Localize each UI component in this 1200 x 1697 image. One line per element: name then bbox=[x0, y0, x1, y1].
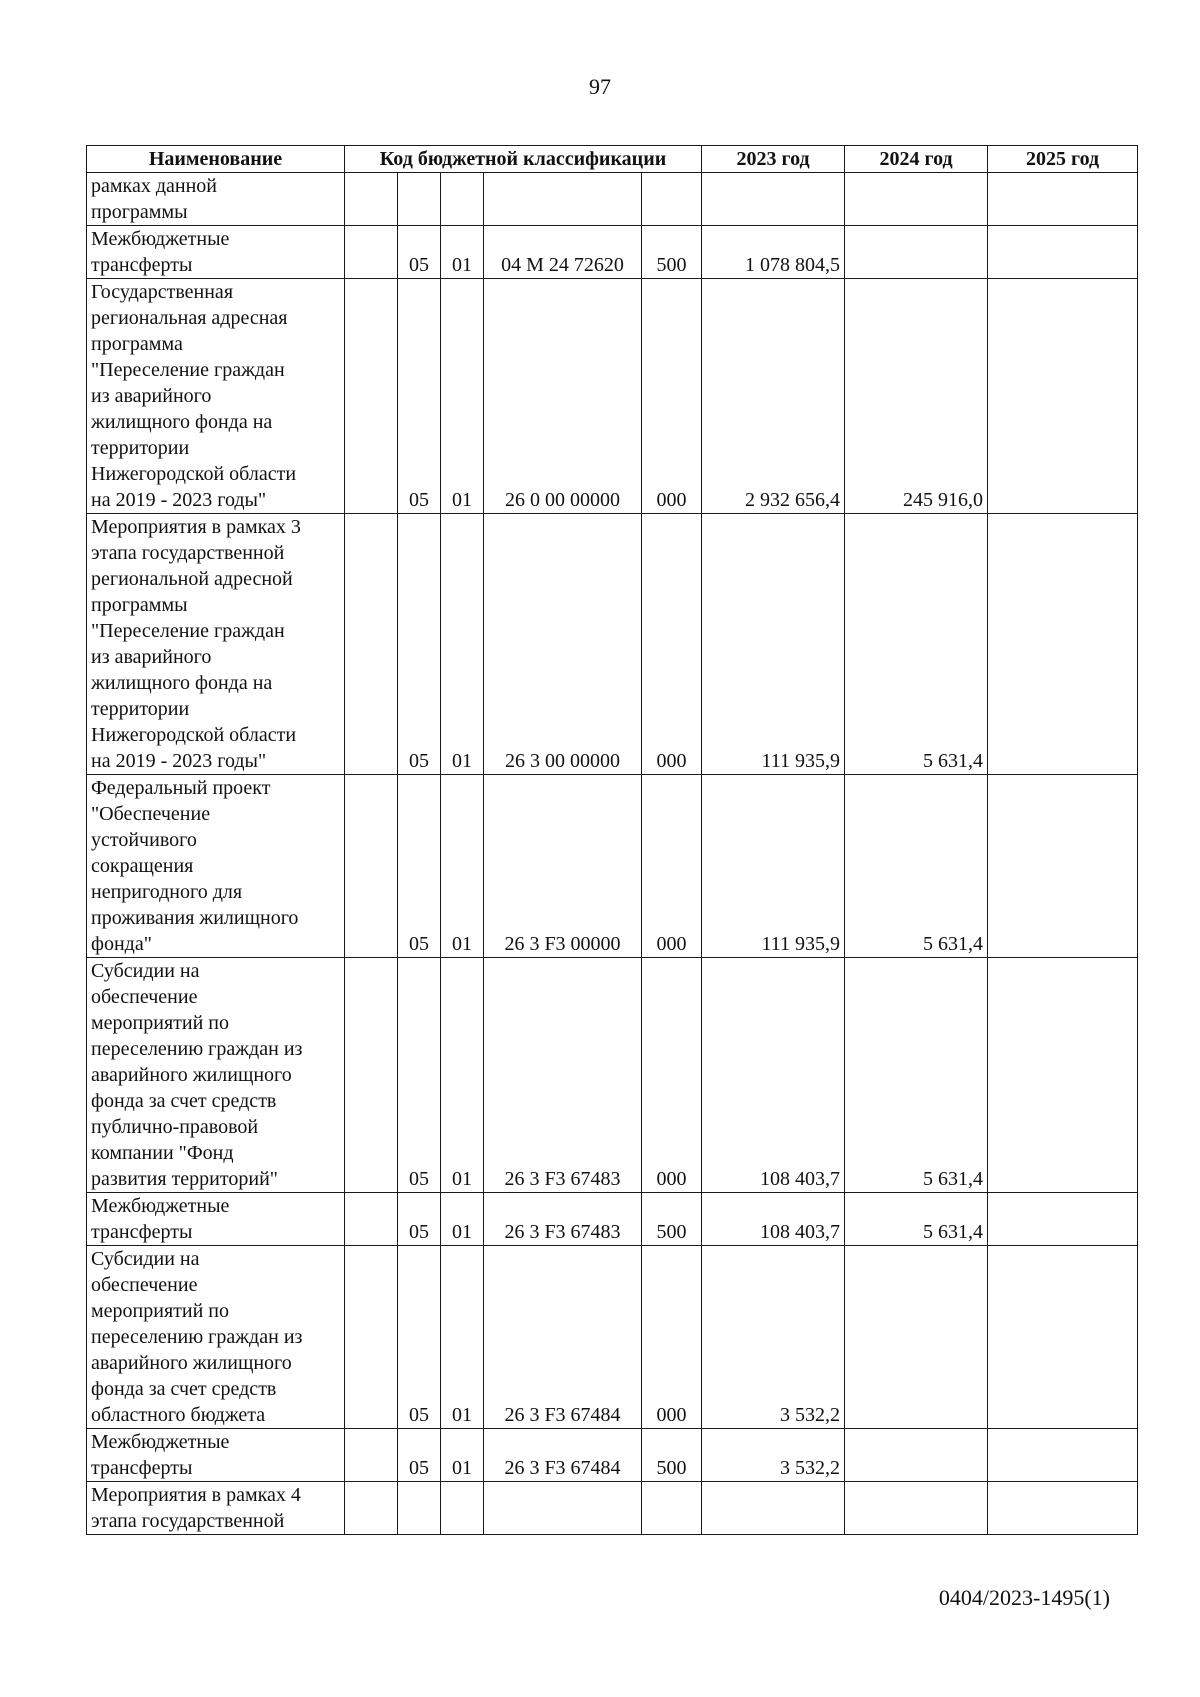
table-row bbox=[87, 775, 1138, 958]
table-row bbox=[87, 1193, 1138, 1246]
row-name: Государственная региональная адресная программа "Переселение граждан из аварийного жилищного фонда на территории Нижегородской области на 2019 - 2023 годы" bbox=[87, 279, 345, 514]
amount-2025 bbox=[988, 958, 1138, 1193]
code-expense-type bbox=[642, 1482, 702, 1535]
amount-2024 bbox=[845, 1246, 988, 1429]
amount-2024: 5 631,4 bbox=[845, 958, 988, 1193]
code-subsection bbox=[441, 1482, 484, 1535]
table-row bbox=[87, 958, 1138, 1193]
amount-2023: 108 403,7 bbox=[702, 1193, 845, 1246]
row-name: Межбюджетные трансферты bbox=[87, 226, 345, 279]
code-target-article: 26 3 F3 67483 bbox=[484, 1193, 642, 1246]
code-part-0 bbox=[345, 1429, 398, 1482]
document-code: 0404/2023-1495(1) bbox=[938, 1585, 1110, 1610]
code-target-article: 26 0 00 00000 bbox=[484, 279, 642, 514]
code-subsection: 01 bbox=[441, 226, 484, 279]
code-part-0 bbox=[345, 775, 398, 958]
header-year-2025: 2025 год bbox=[988, 146, 1138, 173]
code-target-article bbox=[484, 1482, 642, 1535]
amount-2025 bbox=[988, 775, 1138, 958]
code-subsection: 01 bbox=[441, 514, 484, 775]
code-target-article: 26 3 F3 00000 bbox=[484, 775, 642, 958]
table-row bbox=[87, 173, 1138, 226]
code-subsection bbox=[441, 173, 484, 226]
code-part-0 bbox=[345, 1193, 398, 1246]
amount-2025 bbox=[988, 514, 1138, 775]
amount-2024 bbox=[845, 173, 988, 226]
amount-2024: 5 631,4 bbox=[845, 775, 988, 958]
table-row bbox=[87, 514, 1138, 775]
row-name: Субсидии на обеспечение мероприятий по переселению граждан из аварийного жилищного фонда за счет средств публично-правовой компании "Фонд развития территорий" bbox=[87, 958, 345, 1193]
code-target-article: 26 3 F3 67484 bbox=[484, 1429, 642, 1482]
code-subsection: 01 bbox=[441, 279, 484, 514]
amount-2024 bbox=[845, 1482, 988, 1535]
amount-2024: 245 916,0 bbox=[845, 279, 988, 514]
code-target-article: 04 М 24 72620 bbox=[484, 226, 642, 279]
table-header-row bbox=[87, 146, 1138, 173]
code-expense-type: 000 bbox=[642, 514, 702, 775]
code-subsection: 01 bbox=[441, 958, 484, 1193]
code-target-article: 26 3 F3 67484 bbox=[484, 1246, 642, 1429]
code-subsection: 01 bbox=[441, 1429, 484, 1482]
code-section bbox=[398, 1482, 441, 1535]
row-name: Мероприятия в рамках 4 этапа государственной bbox=[87, 1482, 345, 1535]
row-name: Мероприятия в рамках 3 этапа государственной региональной адресной программы "Переселение граждан из аварийного жилищного фонда на территории Нижегородской области на 2019 - 2023 годы" bbox=[87, 514, 345, 775]
table-row bbox=[87, 226, 1138, 279]
header-year-2023: 2023 год bbox=[702, 146, 845, 173]
amount-2023: 3 532,2 bbox=[702, 1429, 845, 1482]
header-budget-code: Код бюджетной классификации bbox=[345, 146, 702, 173]
code-target-article: 26 3 00 00000 bbox=[484, 514, 642, 775]
row-name: Федеральный проект "Обеспечение устойчивого сокращения непригодного для проживания жилищного фонда" bbox=[87, 775, 345, 958]
amount-2023: 1 078 804,5 bbox=[702, 226, 845, 279]
row-name: Межбюджетные трансферты bbox=[87, 1193, 345, 1246]
amount-2025 bbox=[988, 1429, 1138, 1482]
amount-2025 bbox=[988, 226, 1138, 279]
code-part-0 bbox=[345, 958, 398, 1193]
code-expense-type: 500 bbox=[642, 226, 702, 279]
code-expense-type: 000 bbox=[642, 1246, 702, 1429]
code-section: 05 bbox=[398, 1193, 441, 1246]
table-body bbox=[87, 173, 1138, 1535]
row-name: Субсидии на обеспечение мероприятий по переселению граждан из аварийного жилищного фонда за счет средств областного бюджета bbox=[87, 1246, 345, 1429]
code-expense-type: 500 bbox=[642, 1429, 702, 1482]
budget-table bbox=[86, 145, 1138, 1535]
row-name: рамках данной программы bbox=[87, 173, 345, 226]
code-section: 05 bbox=[398, 958, 441, 1193]
amount-2025 bbox=[988, 1246, 1138, 1429]
code-target-article: 26 3 F3 67483 bbox=[484, 958, 642, 1193]
table-row bbox=[87, 1429, 1138, 1482]
amount-2025 bbox=[988, 1482, 1138, 1535]
code-part-0 bbox=[345, 1246, 398, 1429]
page-number: 97 bbox=[589, 74, 611, 99]
code-subsection: 01 bbox=[441, 1246, 484, 1429]
code-subsection: 01 bbox=[441, 775, 484, 958]
amount-2023: 111 935,9 bbox=[702, 775, 845, 958]
amount-2024 bbox=[845, 226, 988, 279]
amount-2025 bbox=[988, 173, 1138, 226]
amount-2023: 2 932 656,4 bbox=[702, 279, 845, 514]
code-section: 05 bbox=[398, 279, 441, 514]
amount-2025 bbox=[988, 1193, 1138, 1246]
code-part-0 bbox=[345, 173, 398, 226]
code-part-0 bbox=[345, 1482, 398, 1535]
code-subsection: 01 bbox=[441, 1193, 484, 1246]
code-section: 05 bbox=[398, 226, 441, 279]
amount-2024 bbox=[845, 1429, 988, 1482]
code-part-0 bbox=[345, 279, 398, 514]
amount-2024: 5 631,4 bbox=[845, 514, 988, 775]
row-name: Межбюджетные трансферты bbox=[87, 1429, 345, 1482]
amount-2023: 108 403,7 bbox=[702, 958, 845, 1193]
code-expense-type: 000 bbox=[642, 279, 702, 514]
table-row bbox=[87, 1482, 1138, 1535]
amount-2023: 3 532,2 bbox=[702, 1246, 845, 1429]
header-year-2024: 2024 год bbox=[845, 146, 988, 173]
amount-2023 bbox=[702, 173, 845, 226]
code-expense-type: 000 bbox=[642, 958, 702, 1193]
code-expense-type bbox=[642, 173, 702, 226]
amount-2023 bbox=[702, 1482, 845, 1535]
code-section bbox=[398, 173, 441, 226]
amount-2024: 5 631,4 bbox=[845, 1193, 988, 1246]
table-row bbox=[87, 279, 1138, 514]
code-expense-type: 000 bbox=[642, 775, 702, 958]
code-section: 05 bbox=[398, 775, 441, 958]
code-section: 05 bbox=[398, 514, 441, 775]
table-row bbox=[87, 1246, 1138, 1429]
header-name: Наименование bbox=[87, 146, 345, 173]
code-target-article bbox=[484, 173, 642, 226]
code-expense-type: 500 bbox=[642, 1193, 702, 1246]
code-part-0 bbox=[345, 226, 398, 279]
code-section: 05 bbox=[398, 1246, 441, 1429]
code-part-0 bbox=[345, 514, 398, 775]
amount-2023: 111 935,9 bbox=[702, 514, 845, 775]
code-section: 05 bbox=[398, 1429, 441, 1482]
amount-2025 bbox=[988, 279, 1138, 514]
